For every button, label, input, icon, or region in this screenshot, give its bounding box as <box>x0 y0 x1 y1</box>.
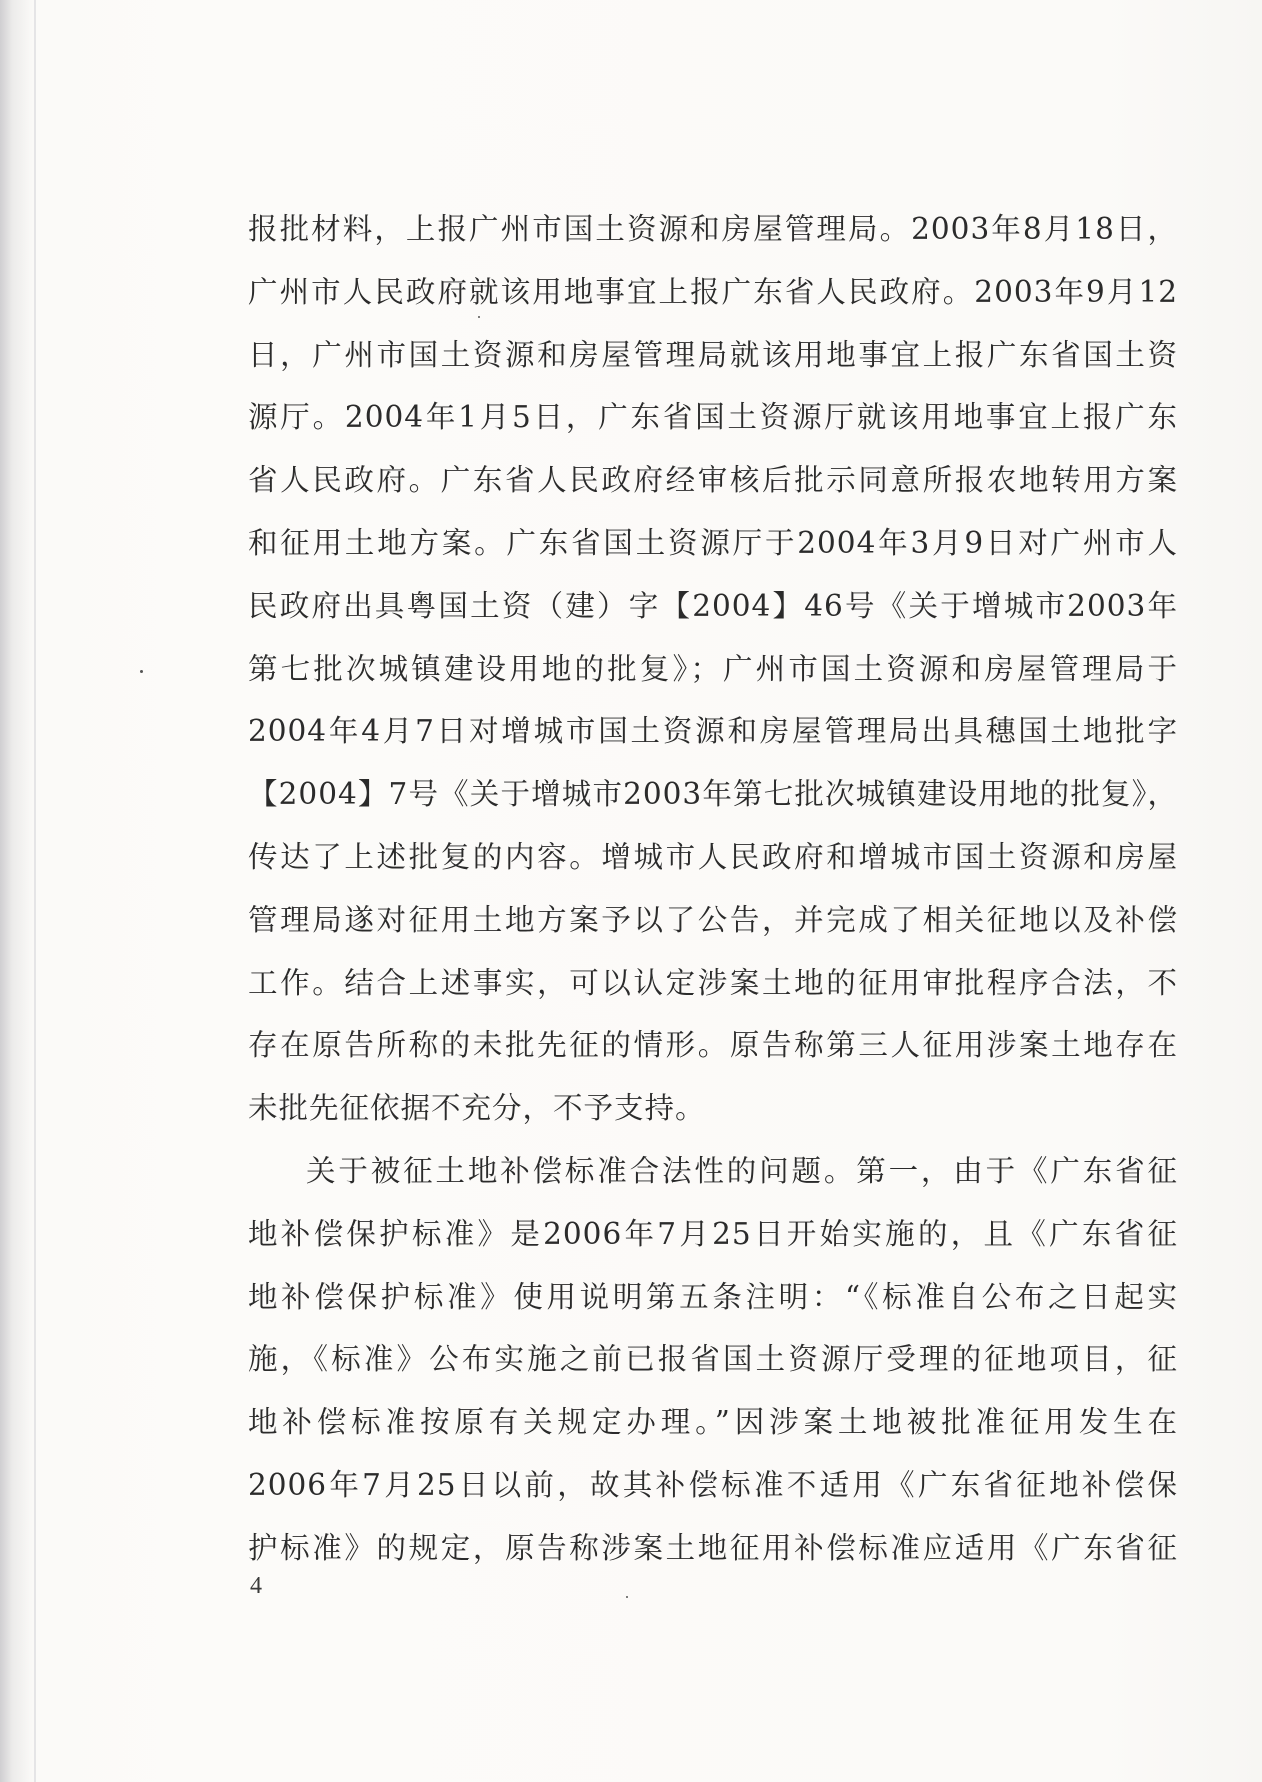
text-line: 民政府出具粤国土资（建）字【2004】46号《关于增城市2003年 <box>248 588 1178 623</box>
paragraph-2 <box>248 1146 1178 1586</box>
text-line: 施，《标准》公布实施之前已报省国土资源厅受理的征地项目，征 <box>248 1342 1178 1377</box>
text-line: 第七批次城镇建设用地的批复》；广州市国土资源和房屋管理局于 <box>248 651 1178 686</box>
text-line: 源厅。2004年1月5日，广东省国土资源厅就该用地事宜上报广东 <box>248 400 1178 435</box>
text-line: 地补偿保护标准》是2006年7月25日开始实施的，且《广东省征 <box>248 1216 1178 1251</box>
text-line: 2006年7月25日以前，故其补偿标准不适用《广东省征地补偿保 <box>248 1467 1178 1502</box>
text-line: 管理局遂对征用土地方案予以了公告，并完成了相关征地以及补偿 <box>248 902 1178 937</box>
page-edge-line <box>34 0 36 1782</box>
text-line: 工作。结合上述事实，可以认定涉案土地的征用审批程序合法，不 <box>248 965 1178 1000</box>
text-line: 报批材料，上报广州市国土资源和房屋管理局。2003年8月18日， <box>248 212 1178 246</box>
text-line: 传达了上述批复的内容。增城市人民政府和增城市国土资源和房屋 <box>248 839 1178 874</box>
text-line: 地补偿保护标准》使用说明第五条注明：“《标准自公布之日起实 <box>248 1279 1178 1314</box>
text-line: 存在原告所称的未批先征的情形。原告称第三人征用涉案土地存在 <box>248 1028 1178 1063</box>
text-line: 护标准》的规定，原告称涉案土地征用补偿标准应适用《广东省征 <box>248 1530 1178 1565</box>
text-line: 日，广州市国土资源和房屋管理局就该用地事宜上报广东省国土资 <box>248 337 1178 372</box>
text-line: 广州市人民政府就该用地事宜上报广东省人民政府。2003年9月12 <box>248 274 1178 309</box>
page-number: 4 <box>250 1573 262 1599</box>
text-line: 关于被征土地补偿标准合法性的问题。第一，由于《广东省征 <box>306 1153 1178 1188</box>
scan-speck <box>140 670 143 673</box>
text-line: 未批先征依据不充分，不予支持。 <box>248 1091 706 1126</box>
scan-speck <box>478 316 480 318</box>
text-line: 和征用土地方案。广东省国土资源厅于2004年3月9日对广州市人 <box>248 525 1178 560</box>
text-line: 省人民政府。广东省人民政府经审核后批示同意所报农地转用方案 <box>248 463 1178 498</box>
page-edge-shadow <box>0 0 30 1782</box>
paragraph-1 <box>248 204 1178 1146</box>
scan-speck <box>626 1596 628 1598</box>
body-text <box>248 204 1178 1586</box>
text-line: 地补偿标准按原有关规定办理。”因涉案土地被批准征用发生在 <box>248 1405 1178 1440</box>
text-line: 【2004】7号《关于增城市2003年第七批次城镇建设用地的批复》， <box>248 777 1178 812</box>
text-line: 2004年4月7日对增城市国土资源和房屋管理局出具穗国土地批字 <box>248 714 1178 749</box>
